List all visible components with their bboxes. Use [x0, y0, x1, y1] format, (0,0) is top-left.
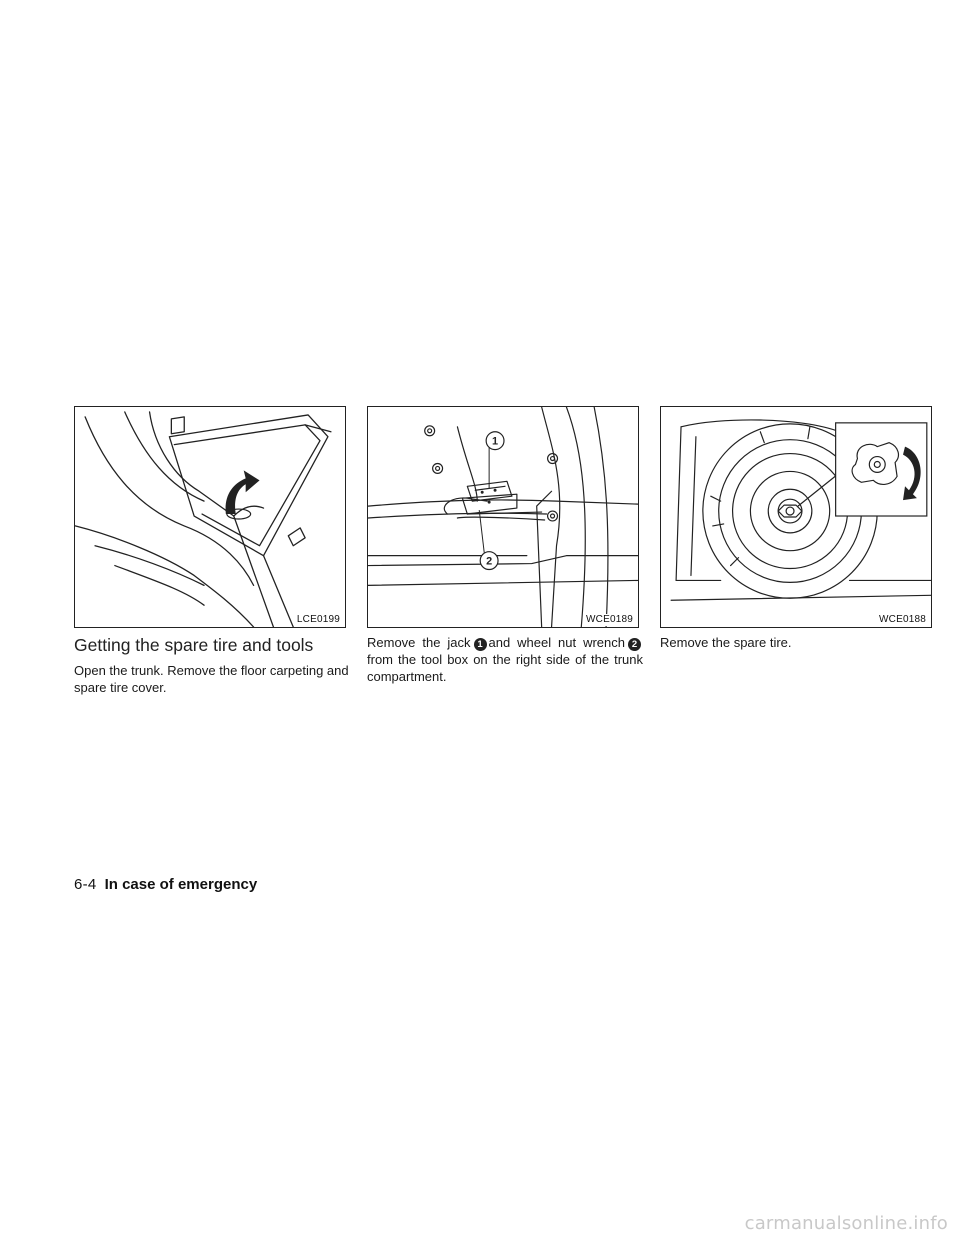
callout-1-label: 1 — [492, 435, 499, 448]
section-title: Getting the spare tire and tools — [74, 635, 314, 655]
page-number: 6-4 — [74, 876, 97, 893]
column-3-text — [660, 634, 936, 651]
spare-tire-illustration — [661, 407, 931, 627]
column-2-text — [367, 634, 643, 685]
chapter-title: In case of emergency — [104, 876, 258, 893]
page-footer — [74, 876, 257, 893]
instruction-remove-spare: Remove the spare tire. — [660, 635, 792, 650]
lift-arrow-icon — [226, 470, 260, 514]
toolbox-text: from the tool box on the right side of the trunk compartment. — [367, 652, 643, 684]
instruction-remove-jack — [367, 634, 643, 685]
callout-2-badge: 2 — [628, 638, 641, 651]
instruction-open-trunk: Open the trunk. Remove the floor carpeting and spare tire cover. — [74, 663, 349, 695]
figure-jack-toolbox — [367, 406, 639, 628]
callout-2-label: 2 — [486, 555, 493, 568]
figure-trunk-floor — [74, 406, 346, 628]
callout-1-badge: 1 — [474, 638, 487, 651]
watermark: carmanualsonline.info — [744, 1213, 948, 1234]
figure-code: WCE0189 — [586, 614, 633, 625]
wrench-text: and wheel nut wrench — [488, 635, 625, 650]
column-1-text — [74, 634, 350, 696]
trunk-floor-illustration — [75, 407, 345, 627]
figure-spare-tire — [660, 406, 932, 628]
jack-toolbox-illustration — [368, 407, 638, 627]
figure-code: LCE0199 — [296, 614, 340, 625]
jack-text: Remove the jack — [367, 635, 471, 650]
figure-code: WCE0188 — [879, 614, 926, 625]
